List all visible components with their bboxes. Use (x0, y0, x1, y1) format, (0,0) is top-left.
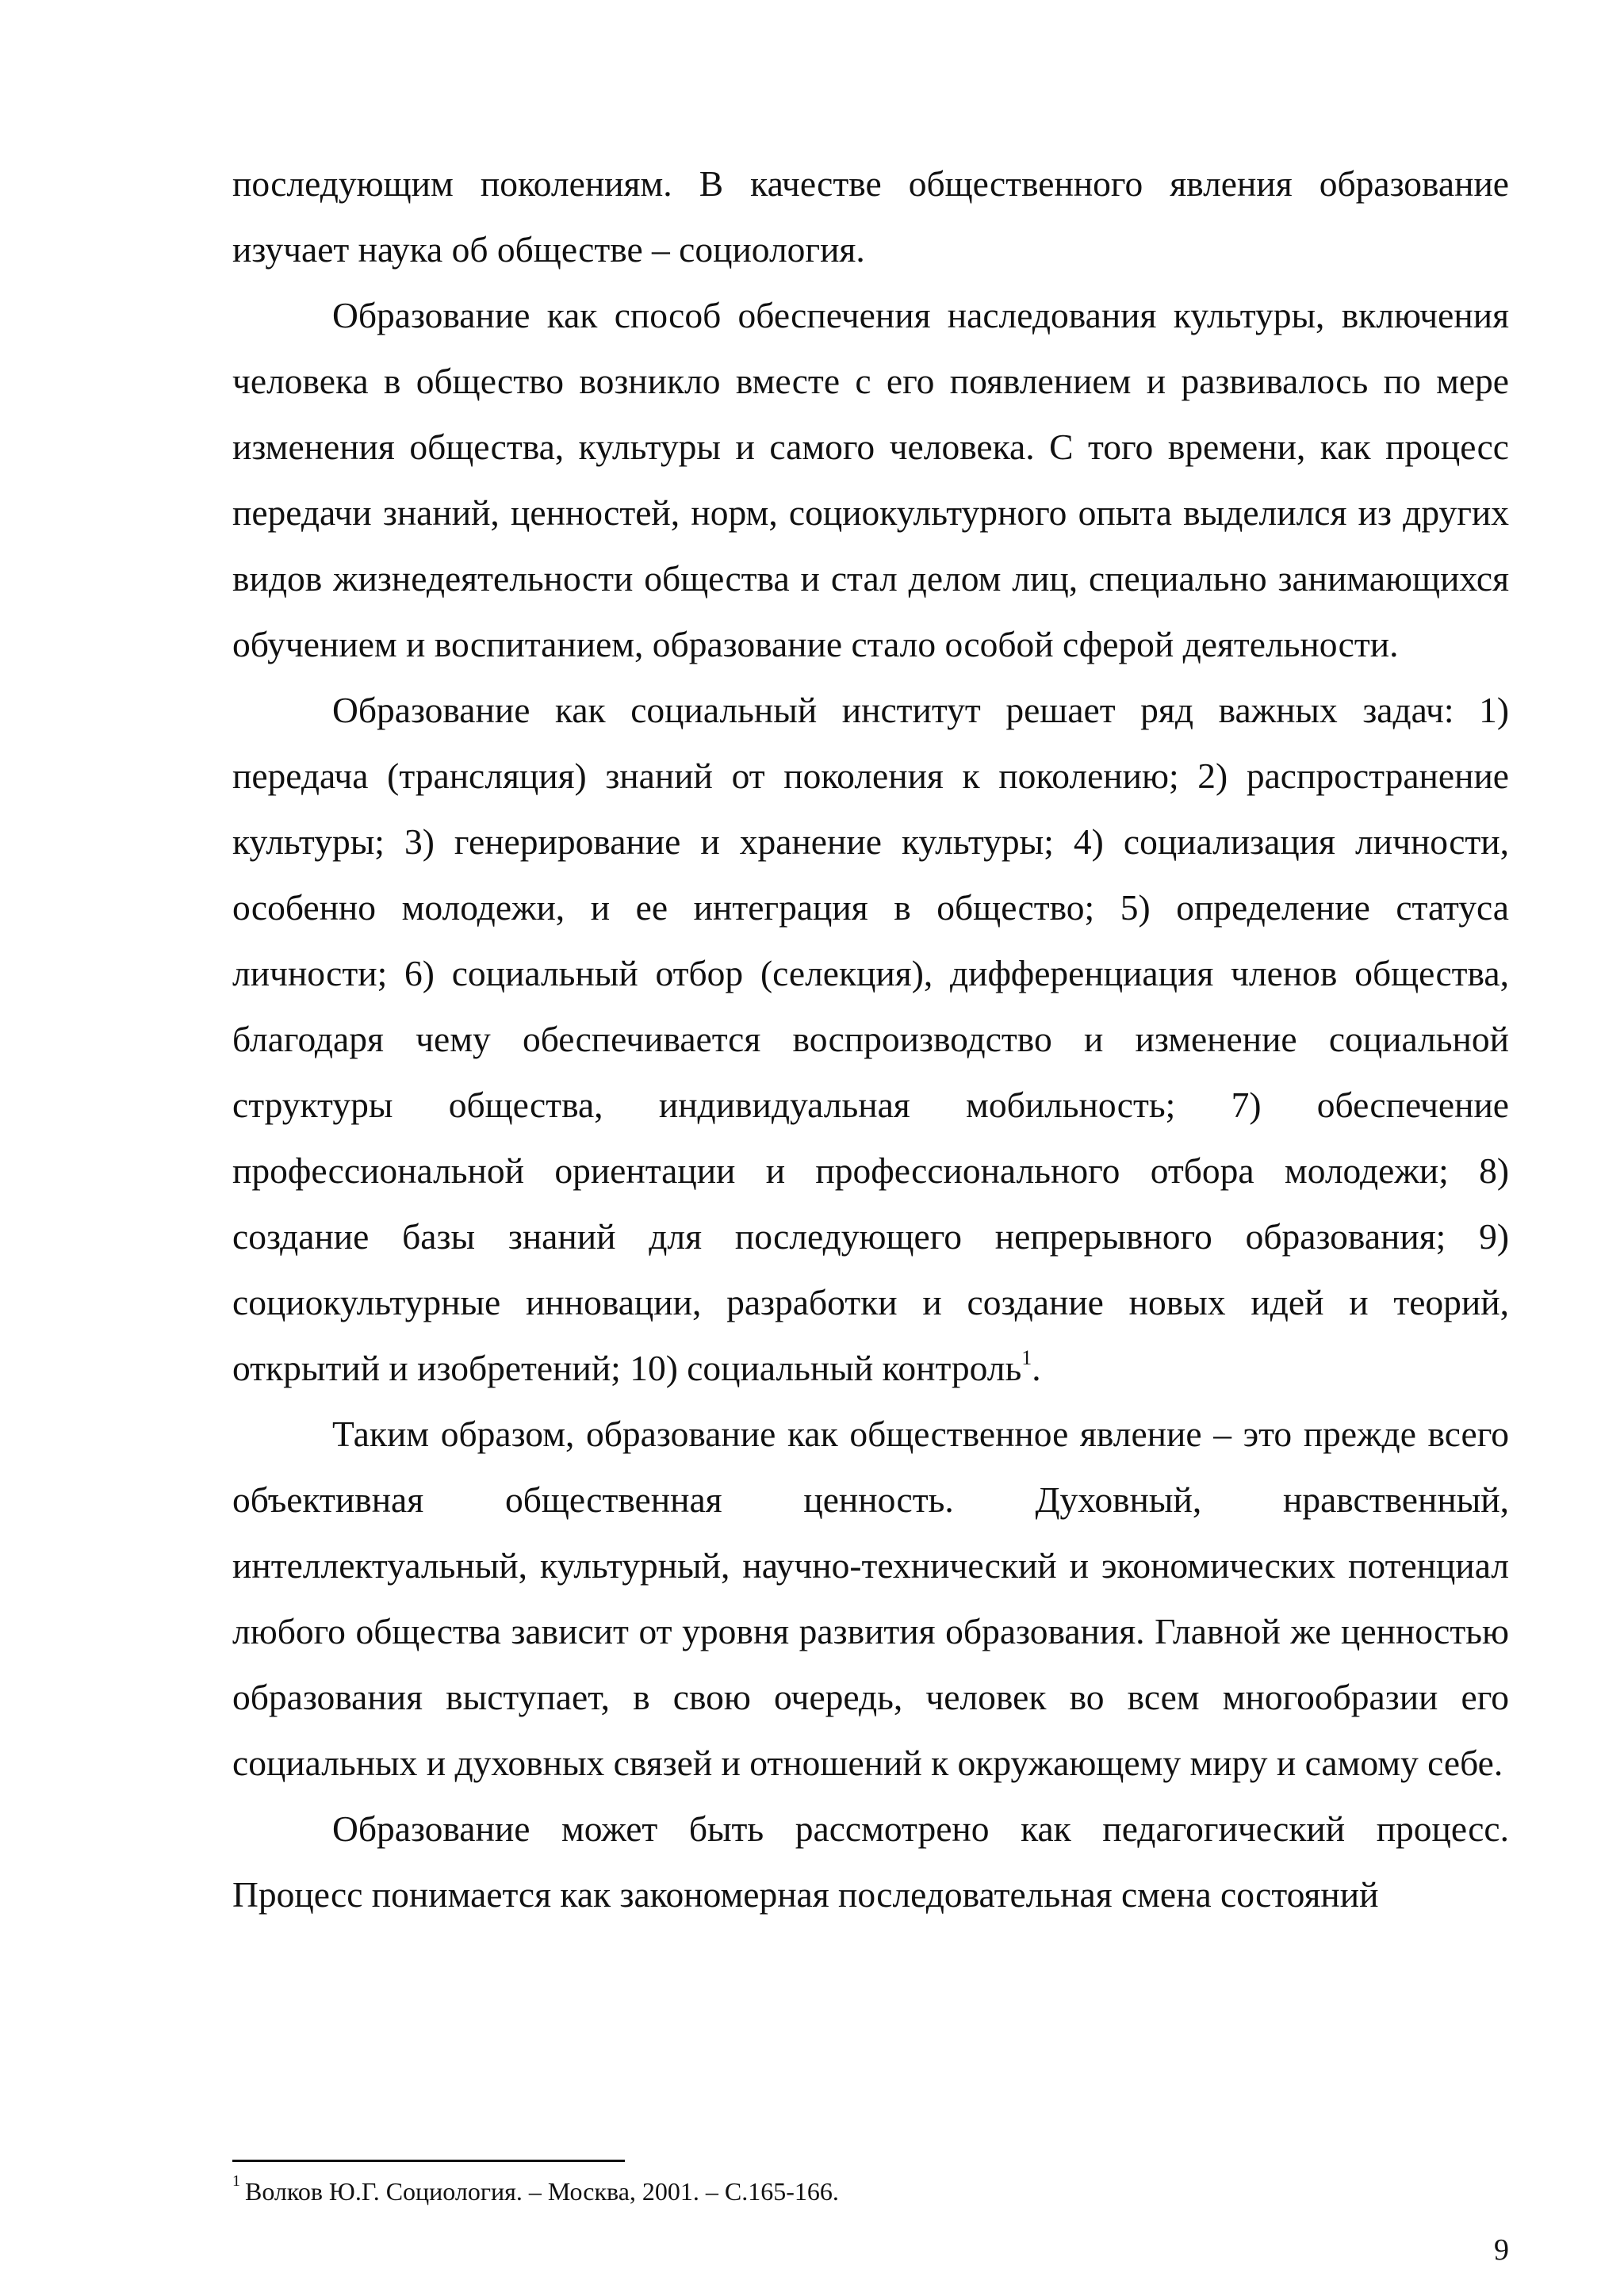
paragraph-4: Таким образом, образование как общественное явление – это прежде всего объективная общественная ценность. Духовный, нравственный, интеллектуальный, культурный, научно-технический и экономических потенциал любого общества зависит от уровня развития образования. Главной же ценностью образования выступает, в свою очередь, человек во всем многообразии его социальных и духовных связей и отношений к окружающему миру и самому себе. (232, 1414, 1509, 1783)
footnote (232, 2172, 1509, 2207)
paragraph-3 (232, 677, 1509, 1401)
paragraph-3-end: . (1032, 1348, 1041, 1388)
paragraph-5: Образование может быть рассмотрено как педагогический процесс. Процесс понимается как закономерная последовательная смена состояний (232, 1808, 1509, 1915)
footnote-separator (232, 2160, 625, 2162)
paragraph-1: последующим поколениям. В качестве общественного явления образование изучает наука об обществе – социология. (232, 163, 1509, 270)
page-number: 9 (1494, 2233, 1509, 2267)
footnote-text: Волков Ю.Г. Социология. – Москва, 2001. – С.165-166. (245, 2177, 839, 2206)
paragraph-3-text: Образование как социальный институт решает ряд важных задач: 1) передача (трансляция) знаний от поколения к поколению; 2) распространение культуры; 3) генерирование и хранение культуры; 4) социализация личности, особенно молодежи, и ее интеграция в общество; 5) определение статуса личности; 6) социальный отбор (селекция), дифференциация членов общества, благодаря чему обеспечивается воспроизводство и изменение социальной структуры общества, индивидуальная мобильность; 7) обеспечение профессиональной ориентации и профессионального отбора молодежи; 8) создание базы знаний для последующего непрерывного образования; 9) социокультурные инновации, разработки и создание новых идей и теорий, открытий и изобретений; 10) социальный контроль (232, 690, 1509, 1388)
paragraph-2: Образование как способ обеспечения наследования культуры, включения человека в общество возникло вместе с его появлением и развивалось по мере изменения общества, культуры и самого человека. С того времени, как процесс передачи знаний, ценностей, норм, социокультурного опыта выделился из других видов жизнедеятельности общества и стал делом лиц, специально занимающихся обучением и воспитанием, образование стало особой сферой деятельности. (232, 295, 1509, 664)
footnote-reference[interactable]: 1 (1021, 1345, 1032, 1369)
footnote-number: 1 (232, 2172, 240, 2191)
page-body (232, 151, 1509, 1927)
